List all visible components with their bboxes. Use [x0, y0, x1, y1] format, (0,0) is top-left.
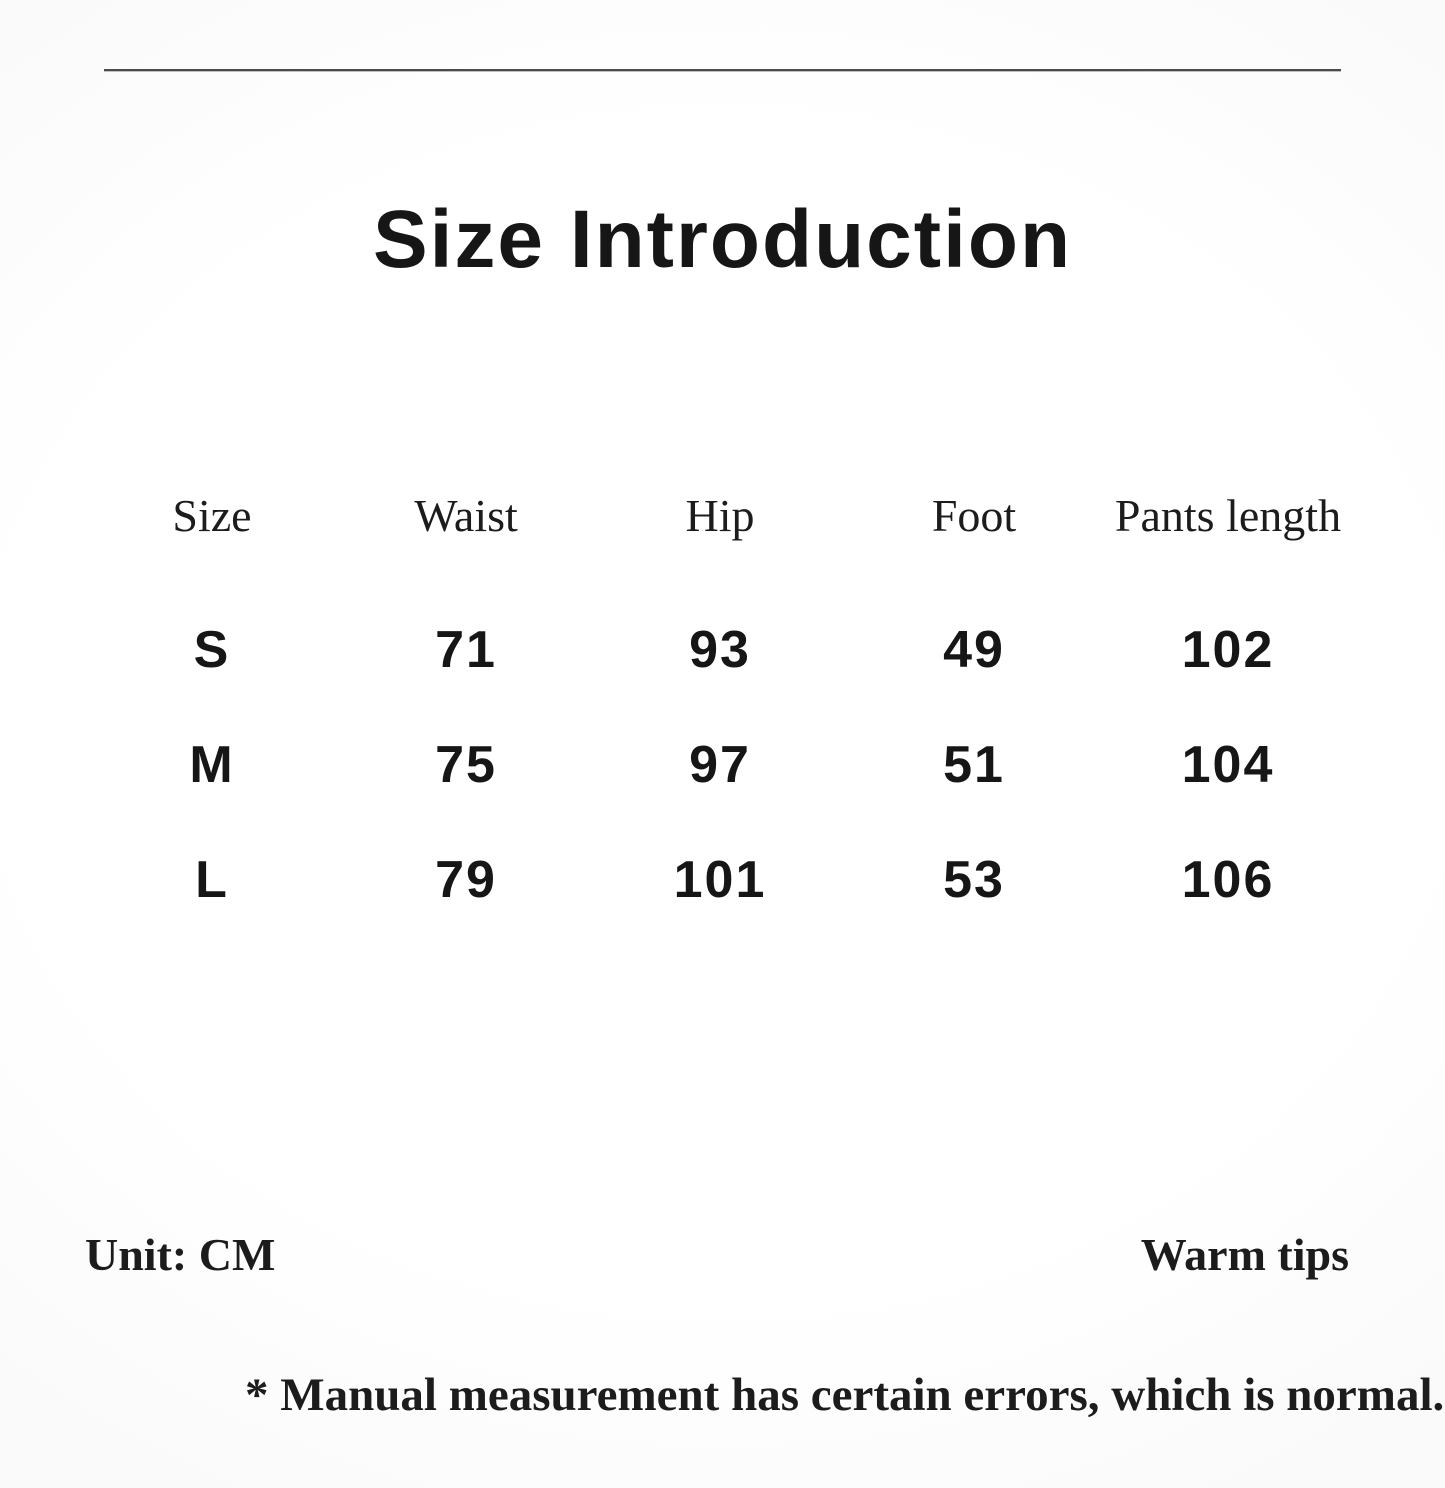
column-header-hip: Hip [685, 489, 755, 541]
foot-value: 53 [943, 850, 1005, 909]
unit-label: Unit: CM [85, 1229, 276, 1280]
foot-value: 49 [943, 620, 1005, 679]
table-body [85, 592, 1355, 937]
size-label: M [189, 735, 235, 794]
size-label: L [195, 850, 229, 909]
foot-value: 51 [943, 735, 1005, 794]
column-header-size: Size [172, 489, 252, 541]
size-label: S [193, 620, 231, 679]
warm-tips-label: Warm tips [1140, 1229, 1349, 1280]
table-row-l [85, 822, 1355, 937]
top-divider-line [104, 69, 1341, 72]
pants-length-value: 106 [1181, 850, 1275, 909]
table-header-row [85, 480, 1355, 550]
hip-value: 101 [673, 850, 767, 909]
hip-value: 97 [689, 735, 751, 794]
hip-value: 93 [689, 620, 751, 679]
column-header-foot: Foot [931, 489, 1017, 541]
waist-value: 75 [435, 735, 497, 794]
waist-value: 79 [435, 850, 497, 909]
waist-value: 71 [435, 620, 497, 679]
column-header-pants-length: Pants length [1114, 489, 1342, 541]
size-chart-table [85, 480, 1355, 937]
measurement-footnote: * Manual measurement has certain errors, which is normal. [245, 1369, 1445, 1421]
pants-length-value: 104 [1181, 735, 1275, 794]
column-header-waist: Waist [414, 489, 518, 541]
page-title: Size Introduction [372, 194, 1073, 285]
table-row-m [85, 707, 1355, 822]
pants-length-value: 102 [1181, 620, 1275, 679]
table-row-s [85, 592, 1355, 707]
